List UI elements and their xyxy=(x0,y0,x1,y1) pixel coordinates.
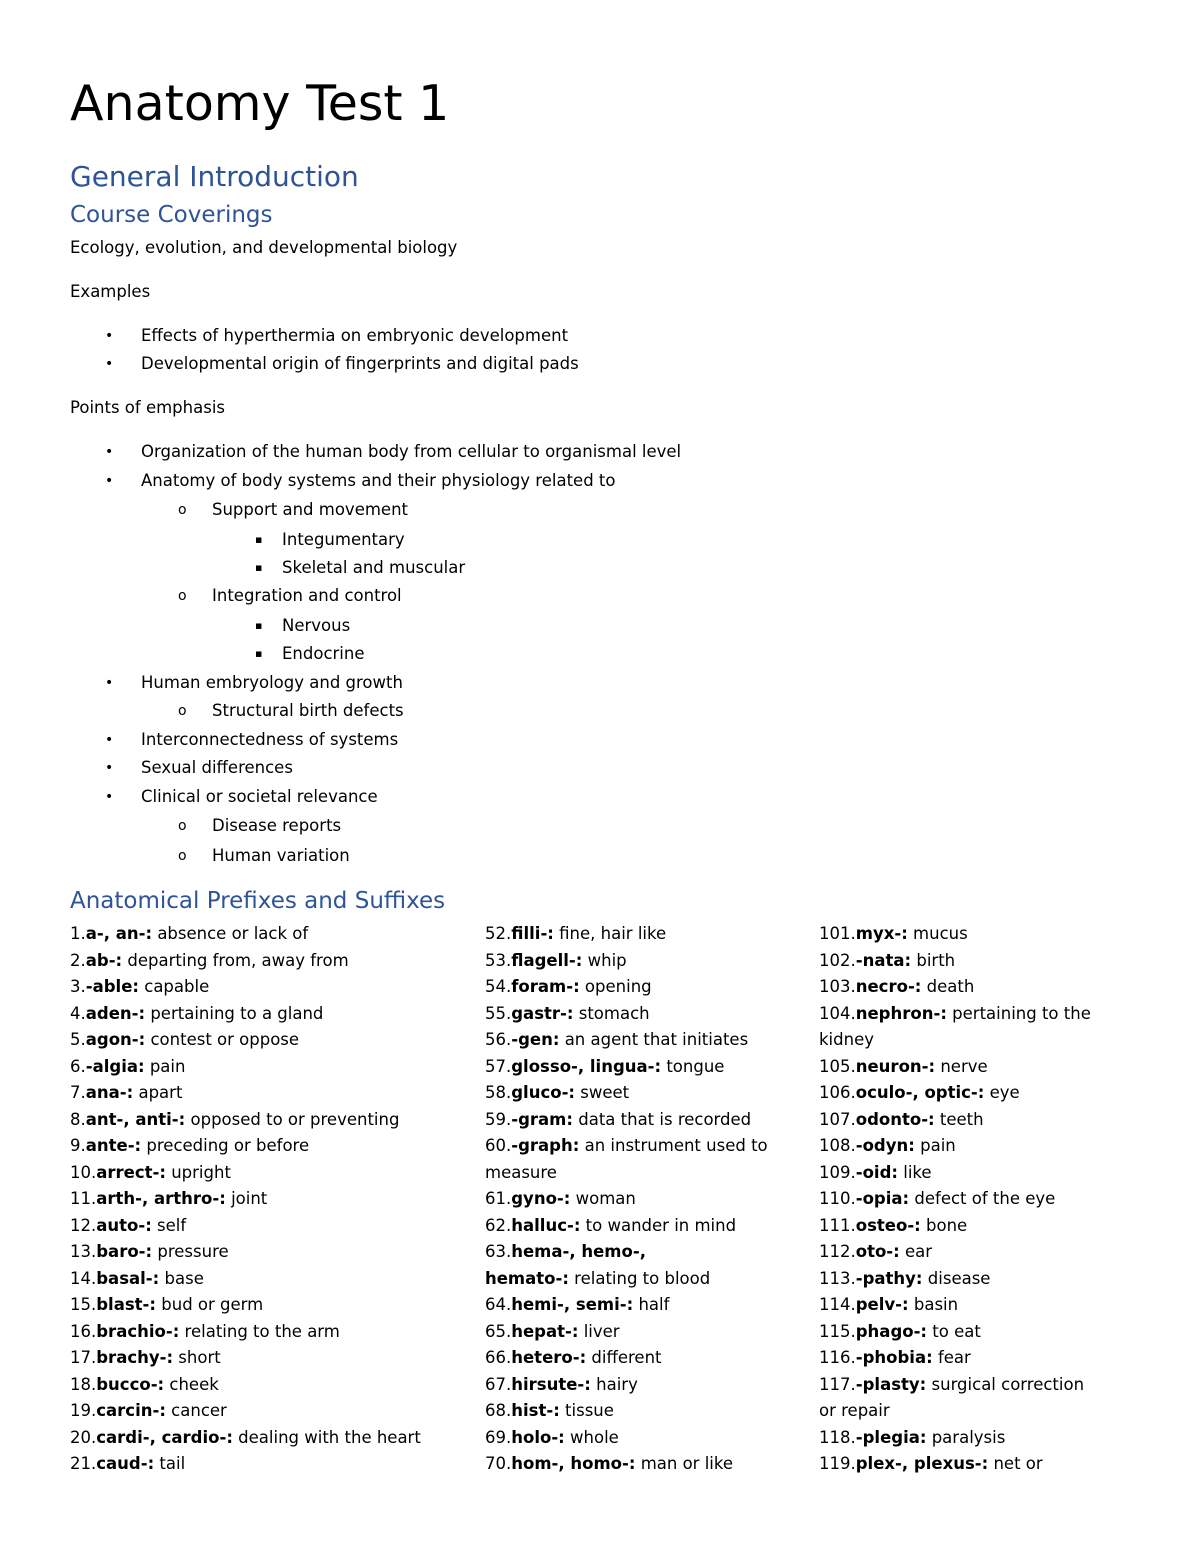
term-number: 59. xyxy=(485,1109,512,1129)
subsection-heading-course-coverings: Course Coverings xyxy=(70,202,273,228)
term-prefix: -plasty: xyxy=(855,1374,927,1394)
term-definition: self xyxy=(151,1215,187,1235)
circle-bullet-icon: o xyxy=(178,848,187,864)
term-definition: dealing with the heart xyxy=(232,1427,421,1447)
term-entry xyxy=(819,974,1091,1001)
term-number: 102. xyxy=(819,950,856,970)
term-entry xyxy=(70,1292,421,1319)
examples-label: Examples xyxy=(70,282,151,301)
term-entry xyxy=(70,1001,421,1028)
term-prefix: ana-: xyxy=(85,1083,134,1102)
term-entry xyxy=(819,1027,1091,1054)
term-entry xyxy=(485,1372,768,1399)
term-definition: departing from, away from xyxy=(122,950,349,970)
term-definition: absence or lack of xyxy=(152,924,309,943)
term-definition: short xyxy=(173,1348,221,1367)
term-number: 104. xyxy=(819,1003,856,1023)
term-prefix: necro-: xyxy=(855,977,922,996)
term-entry xyxy=(819,1054,1091,1081)
term-entry xyxy=(70,1266,421,1293)
term-prefix: ab-: xyxy=(85,950,123,970)
term-entry xyxy=(70,1027,421,1054)
term-prefix: arth-, arthro-: xyxy=(96,1189,226,1208)
term-definition: bone xyxy=(920,1215,968,1235)
term-entry xyxy=(485,974,768,1001)
term-entry xyxy=(819,1345,1091,1372)
term-entry xyxy=(819,1080,1091,1107)
section-heading-prefixes-suffixes: Anatomical Prefixes and Suffixes xyxy=(70,888,446,914)
term-definition: half xyxy=(633,1295,670,1314)
term-definition: pertaining to a gland xyxy=(145,1003,324,1023)
term-definition: capable xyxy=(139,977,210,996)
term-prefix: -able: xyxy=(85,977,139,996)
list-item: Effects of hyperthermia on embryonic development xyxy=(141,326,569,345)
bullet-icon: • xyxy=(105,356,114,372)
term-number: 3. xyxy=(70,977,86,996)
term-definition: different xyxy=(586,1348,662,1367)
term-number: 10. xyxy=(70,1162,97,1182)
term-prefix: blast-: xyxy=(96,1295,157,1314)
term-entry xyxy=(485,1345,768,1372)
term-number: 7. xyxy=(70,1083,86,1102)
term-number: 2. xyxy=(70,950,86,970)
circle-bullet-icon: o xyxy=(178,703,187,719)
term-prefix: hirsute-: xyxy=(511,1374,591,1394)
term-prefix: neuron-: xyxy=(855,1056,936,1076)
term-definition: upright xyxy=(165,1162,231,1182)
term-definition: pressure xyxy=(152,1242,229,1261)
circle-bullet-icon: o xyxy=(178,588,187,604)
term-definition: fear xyxy=(932,1348,971,1367)
term-prefix: -phobia: xyxy=(855,1348,933,1367)
term-definition: bud or germ xyxy=(156,1295,264,1314)
term-number: 20. xyxy=(70,1427,97,1447)
term-definition: death xyxy=(921,977,975,996)
term-prefix: caud-: xyxy=(96,1454,155,1473)
term-prefix: baro-: xyxy=(96,1242,153,1261)
term-definition: apart xyxy=(133,1083,183,1102)
term-number: 67. xyxy=(485,1374,512,1394)
list-item: Skeletal and muscular xyxy=(282,558,466,577)
term-number: 110. xyxy=(819,1189,856,1208)
term-number: 17. xyxy=(70,1348,97,1367)
term-prefix: filli-: xyxy=(511,924,554,943)
term-number: 56. xyxy=(485,1030,512,1049)
term-definition: ear xyxy=(899,1242,933,1261)
term-entry xyxy=(819,1319,1091,1346)
term-definition: data that is recorded xyxy=(572,1109,752,1129)
emphasis-label: Points of emphasis xyxy=(70,398,226,417)
term-entry xyxy=(819,1239,1091,1266)
term-number: 66. xyxy=(485,1348,512,1367)
term-prefix: -nata: xyxy=(855,950,912,970)
term-number: 14. xyxy=(70,1268,97,1288)
term-definition: preceding or before xyxy=(141,1136,310,1155)
term-entry xyxy=(485,1319,768,1346)
term-prefix: oculo-, optic-: xyxy=(855,1083,985,1102)
term-number: 62. xyxy=(485,1215,512,1235)
list-item: Support and movement xyxy=(212,500,408,519)
term-prefix: agon-: xyxy=(85,1030,146,1049)
term-definition: kidney xyxy=(819,1030,874,1049)
list-item: Interconnectedness of systems xyxy=(141,730,399,749)
term-number: 16. xyxy=(70,1321,97,1341)
term-prefix: -gen: xyxy=(511,1030,560,1049)
term-entry xyxy=(485,1266,768,1293)
square-bullet-icon: ▪ xyxy=(255,533,263,546)
term-entry xyxy=(70,1398,421,1425)
term-definition: nerve xyxy=(935,1056,988,1076)
term-prefix: osteo-: xyxy=(855,1215,921,1235)
term-definition: relating to the arm xyxy=(179,1321,340,1341)
term-number: 112. xyxy=(819,1242,856,1261)
term-prefix: aden-: xyxy=(85,1003,146,1023)
term-definition: liver xyxy=(578,1321,620,1341)
term-number: 103. xyxy=(819,977,856,996)
term-definition: to wander in mind xyxy=(580,1215,737,1235)
term-definition: to eat xyxy=(927,1321,981,1341)
term-prefix: -gram: xyxy=(511,1109,573,1129)
term-prefix: hist-: xyxy=(511,1401,560,1420)
term-number: 114. xyxy=(819,1295,856,1314)
term-number: 70. xyxy=(485,1454,512,1473)
term-number: 68. xyxy=(485,1401,512,1420)
term-definition: contest or oppose xyxy=(145,1030,300,1049)
term-entry xyxy=(70,1239,421,1266)
term-definition: cheek xyxy=(164,1374,219,1394)
term-number: 21. xyxy=(70,1454,97,1473)
term-entry xyxy=(819,1451,1091,1478)
bullet-icon: • xyxy=(105,328,114,344)
term-prefix: -oid: xyxy=(855,1162,898,1182)
prefix-column-3 xyxy=(819,921,1091,1478)
term-prefix: brachy-: xyxy=(96,1348,174,1367)
term-definition: pertaining to the xyxy=(946,1003,1091,1023)
term-entry xyxy=(70,1451,421,1478)
term-number: 1. xyxy=(70,924,86,943)
term-prefix: hema-, hemo-, xyxy=(511,1242,646,1261)
term-entry xyxy=(70,921,421,948)
list-item: Integration and control xyxy=(212,586,402,605)
term-definition: basin xyxy=(908,1295,959,1314)
term-definition: base xyxy=(159,1268,204,1288)
term-number: 61. xyxy=(485,1189,512,1208)
term-prefix: gyno-: xyxy=(511,1189,571,1208)
term-definition: an agent that initiates xyxy=(559,1030,749,1049)
term-definition: relating to blood xyxy=(568,1268,711,1288)
bullet-icon: • xyxy=(105,675,114,691)
square-bullet-icon: ▪ xyxy=(255,647,263,660)
term-entry xyxy=(485,1027,768,1054)
term-definition: opening xyxy=(579,977,652,996)
term-prefix: a-, an-: xyxy=(85,924,153,943)
term-number: 8. xyxy=(70,1109,86,1129)
term-prefix: -algia: xyxy=(85,1056,145,1076)
term-entry xyxy=(819,1160,1091,1187)
term-entry xyxy=(819,1133,1091,1160)
term-definition: hairy xyxy=(590,1374,638,1394)
term-entry xyxy=(819,1107,1091,1134)
term-definition: pain xyxy=(144,1056,186,1076)
term-prefix: basal-: xyxy=(96,1268,160,1288)
term-entry xyxy=(485,1451,768,1478)
term-prefix: gastr-: xyxy=(511,1003,574,1023)
term-definition: disease xyxy=(922,1268,991,1288)
term-entry xyxy=(485,1425,768,1452)
term-prefix: bucco-: xyxy=(96,1374,165,1394)
term-number: 4. xyxy=(70,1003,86,1023)
term-definition: woman xyxy=(570,1189,636,1208)
term-prefix: odonto-: xyxy=(855,1109,935,1129)
term-prefix: -plegia: xyxy=(855,1427,927,1447)
list-item: Human embryology and growth xyxy=(141,673,403,692)
circle-bullet-icon: o xyxy=(178,502,187,518)
term-number: 19. xyxy=(70,1401,97,1420)
term-definition: like xyxy=(898,1162,932,1182)
term-definition: sweet xyxy=(575,1083,630,1102)
list-item: Disease reports xyxy=(212,816,342,835)
term-prefix: -graph: xyxy=(511,1136,580,1155)
term-entry xyxy=(485,1080,768,1107)
term-number: 54. xyxy=(485,977,512,996)
list-item: Structural birth defects xyxy=(212,701,404,720)
square-bullet-icon: ▪ xyxy=(255,561,263,574)
course-description: Ecology, evolution, and developmental biology xyxy=(70,238,458,257)
list-item: Integumentary xyxy=(282,530,405,549)
term-definition: whip xyxy=(582,950,627,970)
term-prefix: flagell-: xyxy=(511,950,583,970)
term-prefix: cardi-, cardio-: xyxy=(96,1427,233,1447)
bullet-icon: • xyxy=(105,789,114,805)
term-definition: measure xyxy=(485,1162,557,1182)
term-number: 55. xyxy=(485,1003,512,1023)
term-prefix: ant-, anti-: xyxy=(85,1109,186,1129)
term-number: 106. xyxy=(819,1083,856,1102)
term-number: 6. xyxy=(70,1056,86,1076)
term-entry xyxy=(70,1186,421,1213)
term-prefix: -pathy: xyxy=(855,1268,923,1288)
term-definition: fine, hair like xyxy=(553,924,667,943)
term-number: 105. xyxy=(819,1056,856,1076)
bullet-icon: • xyxy=(105,760,114,776)
term-entry xyxy=(70,1080,421,1107)
term-entry xyxy=(70,974,421,1001)
term-entry xyxy=(485,1133,768,1160)
term-definition: birth xyxy=(911,950,956,970)
term-definition: tail xyxy=(154,1454,186,1473)
term-number: 69. xyxy=(485,1427,512,1447)
term-entry xyxy=(485,921,768,948)
term-entry xyxy=(819,1186,1091,1213)
term-definition: teeth xyxy=(934,1109,984,1129)
term-prefix: -opia: xyxy=(855,1189,910,1208)
term-entry xyxy=(485,948,768,975)
term-prefix: nephron-: xyxy=(855,1003,947,1023)
term-prefix: hepat-: xyxy=(511,1321,579,1341)
list-item: Endocrine xyxy=(282,644,365,663)
term-number: 57. xyxy=(485,1056,512,1076)
term-number: 13. xyxy=(70,1242,97,1261)
term-prefix: halluc-: xyxy=(511,1215,581,1235)
term-prefix: holo-: xyxy=(511,1427,565,1447)
term-number: 9. xyxy=(70,1136,86,1155)
term-entry xyxy=(485,1160,768,1187)
term-prefix: phago-: xyxy=(855,1321,928,1341)
list-item: Anatomy of body systems and their physiology related to xyxy=(141,471,616,490)
term-number: 116. xyxy=(819,1348,856,1367)
term-prefix: myx-: xyxy=(855,924,908,943)
term-definition: cancer xyxy=(165,1401,227,1420)
term-entry xyxy=(819,1398,1091,1425)
term-prefix: hemato-: xyxy=(485,1268,569,1288)
term-number: 113. xyxy=(819,1268,856,1288)
term-number: 11. xyxy=(70,1189,97,1208)
term-entry xyxy=(70,1213,421,1240)
term-entry xyxy=(70,948,421,975)
term-number: 107. xyxy=(819,1109,856,1129)
document-title: Anatomy Test 1 xyxy=(70,75,450,132)
term-number: 108. xyxy=(819,1136,856,1155)
term-entry xyxy=(819,948,1091,975)
term-entry xyxy=(485,1292,768,1319)
term-entry xyxy=(819,1213,1091,1240)
term-number: 63. xyxy=(485,1242,512,1261)
term-definition: eye xyxy=(984,1083,1020,1102)
term-definition: pain xyxy=(914,1136,956,1155)
term-prefix: auto-: xyxy=(96,1215,152,1235)
term-definition: defect of the eye xyxy=(909,1189,1056,1208)
term-entry xyxy=(819,921,1091,948)
term-number: 64. xyxy=(485,1295,512,1314)
term-entry xyxy=(819,1425,1091,1452)
term-entry xyxy=(70,1160,421,1187)
term-prefix: hetero-: xyxy=(511,1348,587,1367)
term-definition: mucus xyxy=(907,924,968,943)
term-prefix: glosso-, lingua-: xyxy=(511,1056,662,1076)
term-prefix: gluco-: xyxy=(511,1083,576,1102)
term-number: 53. xyxy=(485,950,512,970)
list-item: Organization of the human body from cellular to organismal level xyxy=(141,442,682,461)
prefix-column-1 xyxy=(70,921,421,1478)
list-item: Human variation xyxy=(212,846,350,865)
circle-bullet-icon: o xyxy=(178,818,187,834)
term-entry xyxy=(819,1266,1091,1293)
term-number: 111. xyxy=(819,1215,856,1235)
list-item: Sexual differences xyxy=(141,758,293,777)
term-prefix: pelv-: xyxy=(855,1295,909,1314)
term-definition: opposed to or preventing xyxy=(185,1109,400,1129)
list-item: Clinical or societal relevance xyxy=(141,787,378,806)
bullet-icon: • xyxy=(105,444,114,460)
prefix-column-2 xyxy=(485,921,768,1478)
term-number: 118. xyxy=(819,1427,856,1447)
term-definition: whole xyxy=(564,1427,619,1447)
section-heading-general-introduction: General Introduction xyxy=(70,160,359,193)
term-entry xyxy=(485,1107,768,1134)
term-prefix: brachio-: xyxy=(96,1321,180,1341)
term-definition: joint xyxy=(225,1189,268,1208)
bullet-icon: • xyxy=(105,732,114,748)
term-entry xyxy=(70,1319,421,1346)
term-entry xyxy=(485,1239,768,1266)
term-prefix: oto-: xyxy=(855,1242,900,1261)
term-definition: man or like xyxy=(635,1454,733,1473)
term-number: 18. xyxy=(70,1374,97,1394)
term-entry xyxy=(70,1372,421,1399)
term-definition: net or xyxy=(988,1454,1043,1473)
term-prefix: hom-, homo-: xyxy=(511,1454,636,1473)
term-number: 115. xyxy=(819,1321,856,1341)
term-number: 101. xyxy=(819,924,856,943)
term-entry xyxy=(485,1054,768,1081)
square-bullet-icon: ▪ xyxy=(255,619,263,632)
term-number: 15. xyxy=(70,1295,97,1314)
term-definition: paralysis xyxy=(926,1427,1006,1447)
term-definition: tongue xyxy=(661,1056,725,1076)
term-entry xyxy=(819,1372,1091,1399)
list-item: Nervous xyxy=(282,616,351,635)
term-prefix: foram-: xyxy=(511,977,580,996)
term-prefix: arrect-: xyxy=(96,1162,166,1182)
term-entry xyxy=(485,1398,768,1425)
term-entry xyxy=(70,1133,421,1160)
term-definition: surgical correction xyxy=(926,1374,1085,1394)
term-number: 60. xyxy=(485,1136,512,1155)
term-prefix: plex-, plexus-: xyxy=(855,1454,989,1473)
term-entry xyxy=(70,1345,421,1372)
list-item: Developmental origin of fingerprints and digital pads xyxy=(141,354,579,373)
term-definition: or repair xyxy=(819,1401,890,1420)
term-number: 5. xyxy=(70,1030,86,1049)
term-definition: tissue xyxy=(559,1401,614,1420)
bullet-icon: • xyxy=(105,473,114,489)
term-entry xyxy=(819,1001,1091,1028)
term-entry xyxy=(70,1054,421,1081)
term-number: 52. xyxy=(485,924,512,943)
term-entry xyxy=(485,1186,768,1213)
term-entry xyxy=(485,1213,768,1240)
term-definition: an instrument used to xyxy=(579,1136,768,1155)
term-prefix: carcin-: xyxy=(96,1401,166,1420)
term-number: 109. xyxy=(819,1162,856,1182)
term-number: 117. xyxy=(819,1374,856,1394)
term-number: 58. xyxy=(485,1083,512,1102)
term-definition: stomach xyxy=(573,1003,650,1023)
term-entry xyxy=(819,1292,1091,1319)
term-number: 12. xyxy=(70,1215,97,1235)
term-number: 65. xyxy=(485,1321,512,1341)
term-prefix: hemi-, semi-: xyxy=(511,1295,634,1314)
term-entry xyxy=(485,1001,768,1028)
term-entry xyxy=(70,1107,421,1134)
term-entry xyxy=(70,1425,421,1452)
term-prefix: -odyn: xyxy=(855,1136,915,1155)
term-number: 119. xyxy=(819,1454,856,1473)
term-prefix: ante-: xyxy=(85,1136,142,1155)
